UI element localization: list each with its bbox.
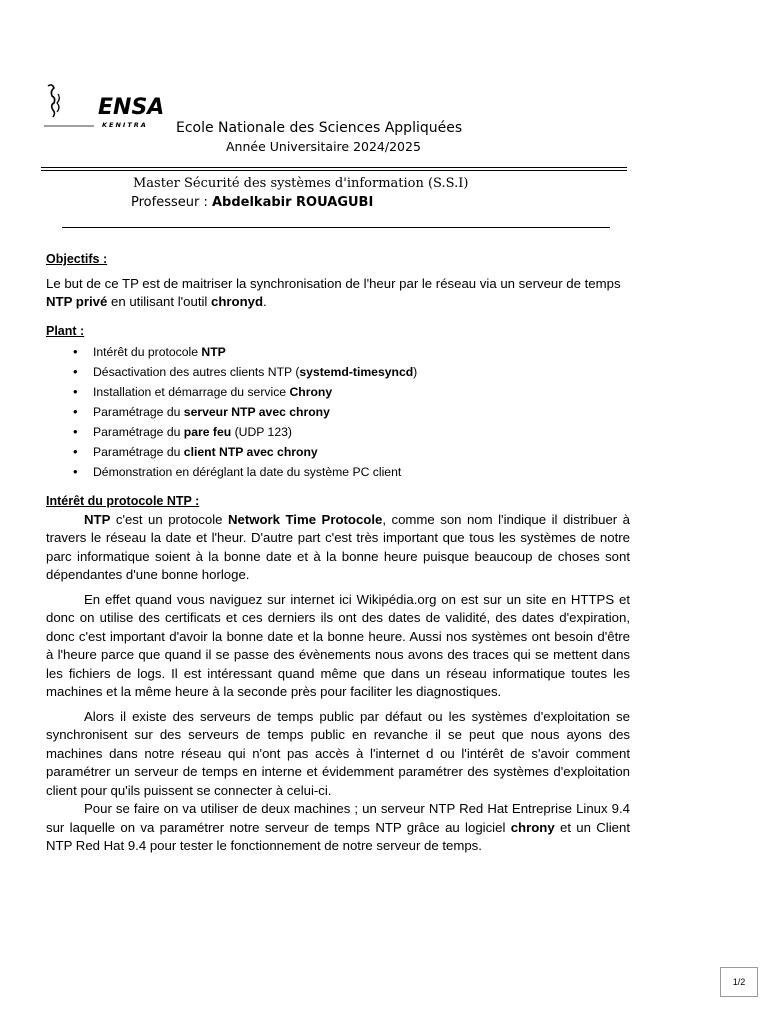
professor-label: Professeur : [131,195,208,210]
list-item: • Démonstration en déréglant la date du système PC client [93,462,630,482]
list-item: • Désactivation des autres clients NTP (systemd-timesyncd) [93,362,630,382]
list-item: • Paramétrage du serveur NTP avec chrony [93,402,630,422]
objectives-heading: Objectifs : [46,252,108,266]
header-divider-2 [41,170,627,171]
plan-heading: Plant : [46,323,85,338]
academic-year: Année Universitaire 2024/2025 [226,139,421,154]
header-divider [41,167,627,168]
master-title: Master Sécurité des systèmes d'information (S.S.I) [133,176,469,191]
ensa-logo [40,80,180,136]
professor-line [131,195,373,210]
plan-list [46,342,630,482]
ntp-section-heading: Intérêt du protocole NTP : [46,494,200,508]
list-item: • Paramétrage du pare feu (UDP 123) [93,422,630,442]
objectives-text: Le but de ce TP est de maitriser la synchronisation de l'heur par le réseau via un serveur de temps NTP privé en utilisant l'outil chronyd. [46,275,621,309]
list-item: • Paramétrage du client NTP avec chrony [93,442,630,462]
page-number: 1/2 [720,967,758,997]
paragraph-4: Pour se faire on va utiliser de deux machines ; un serveur NTP Red Hat Entreprise Linux 9.4 sur laquelle on va paramétrer notre serveur de temps NTP grâce au logiciel chrony et un Client NTP Red Hat 9.4 pour tester le fonctionnement de notre serveur de temps. [46,801,631,853]
subheader-divider [62,227,610,228]
logo-text: ENSA [98,95,165,120]
logo-emblem [48,85,55,117]
paragraph-1: NTP c'est un protocole Network Time Protocole, comme son nom l'indique il distribuer à travers le réseau la date et l'heur. D'autre part c'est très important que tous les systèmes de notre parc informatique soient à la bonne date et à la bonne heure puisque beaucoup de choses sont dépendantes d'une bonne horloge. [46,511,631,582]
professor-name: Abdelkabir ROUAGUBI [211,195,374,210]
paragraph-2: En effet quand vous naviguez sur internet ici Wikipédia.org on est sur un site en HTTPS et donc on utilise des certificats et ces derniers ils ont des dates de validité, des dates d'expiration, donc c'est important d'avoir la bonne date et la bonne heure. Aussi nos systèmes ont besoin d'être à l'heure parce que quand il se passe des évènements nous avons des traces qui se mettent dans les fichiers de logs. Il est intéressant quand même que dans un réseau informatique toutes les machines et la même heure à la seconde près pour faciliter les diagnostiques. [46,591,630,699]
document-body [46,250,630,856]
school-name: Ecole Nationale des Sciences Appliquées [176,120,463,136]
list-item: • Installation et démarrage du service Chrony [93,382,630,402]
list-item: • Intérêt du protocole NTP [93,342,630,362]
logo-subtext: KENITRA [102,121,148,129]
paragraph-3: Alors il existe des serveurs de temps public par défaut ou les systèmes d'exploitation se synchronisent sur des serveurs de temps public en revanche il se peut que nous ayons des machines dans notre réseau qui n'ont pas accès à l'internet d ou l'intérêt de s'avoir comment paramétrer un serveur de temps en interne et évidemment paramétrer des systèmes d'exploitation client pour qu'ils puissent se connecter à celui-ci. [46,708,630,798]
